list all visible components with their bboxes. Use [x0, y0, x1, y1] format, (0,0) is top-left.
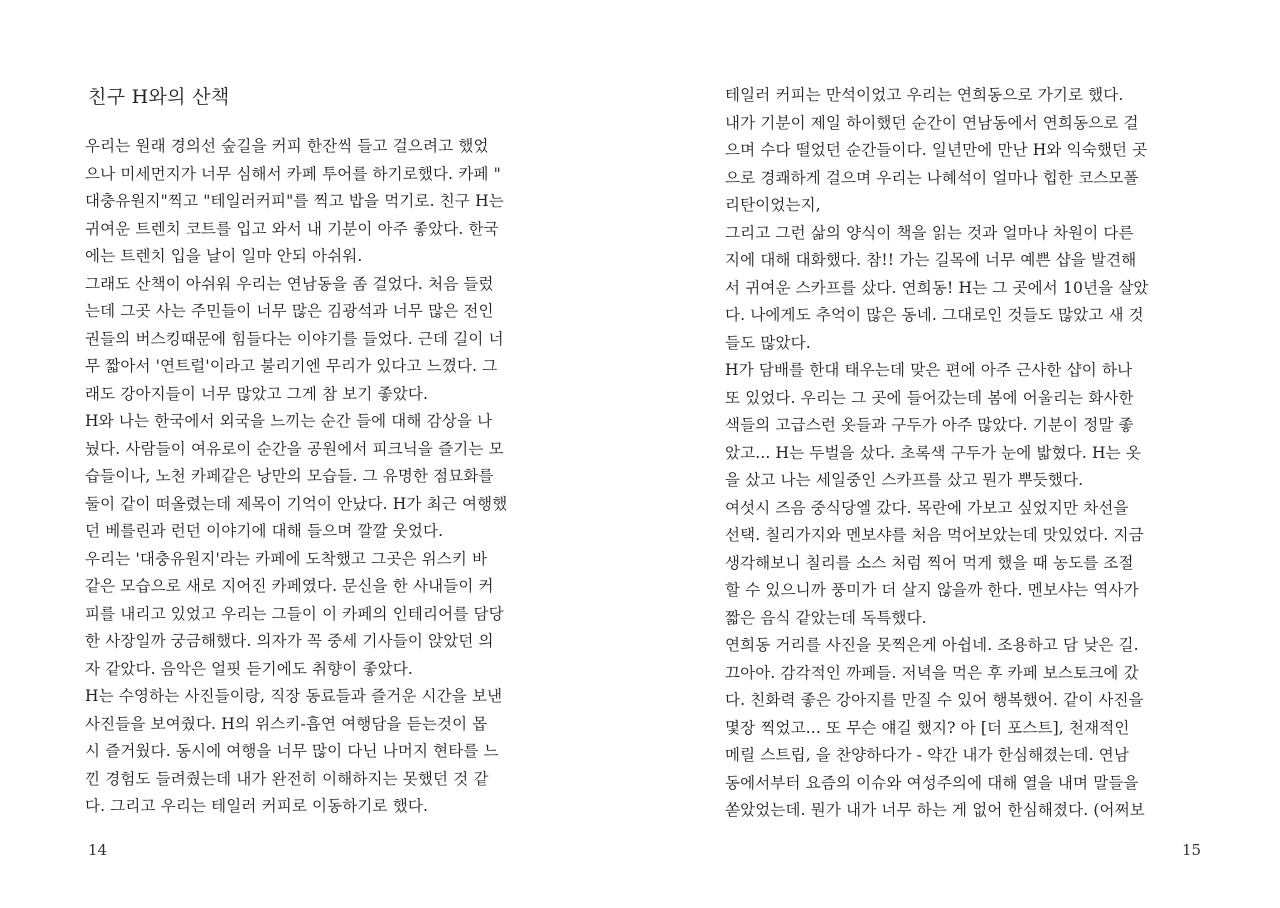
text-line: 래도 강아지들이 너무 많았고 그게 참 보기 좋았다. [85, 384, 429, 403]
text-line: H가 담배를 한대 태우는데 맞은 편에 아주 근사한 샵이 하나 [725, 361, 1133, 379]
text-line: 권들의 버스킹때문에 힘들다는 이야기를 들었다. 근데 길이 너 [85, 329, 504, 348]
text-line: 우리는 '대충유원지'라는 카페에 도착했고 그곳은 위스키 바 [85, 549, 488, 568]
text-line: 몇장 찍었고... 또 무슨 얘길 했지? 아 [더 포스트], 천재적인 [725, 718, 1130, 737]
text-line: 색들의 고급스런 옷들과 구두가 아주 많았다. 기분이 정말 좋 [725, 416, 1134, 434]
text-line: 피를 내리고 있었고 우리는 그들이 이 카페의 인테리어를 담당 [85, 604, 504, 623]
text-line: 또 있었다. 우리는 그 곳에 들어갔는데 봄에 어울리는 화사한 [725, 388, 1134, 407]
text-line: 여섯시 즈음 중식당엘 갔다. 목란에 가보고 싶었지만 차선을 [725, 498, 1129, 517]
text-line: 눴다. 사람들이 여유로이 순간을 공원에서 피크닉을 즐기는 모 [85, 439, 504, 458]
text-line: 메릴 스트립, 을 찬양하다가 - 약간 내가 한심해졌는데. 연남 [725, 746, 1129, 764]
text-line: 았고... H는 두벌을 샀다. 초록색 구두가 눈에 밟혔다. H는 옷 [725, 443, 1141, 462]
text-line: H는 수영하는 사진들이랑, 직장 동료들과 즐거운 시간을 보낸 [85, 687, 503, 705]
text-line: 무 짧아서 '연트럴'이라고 불리기엔 무리가 있다고 느꼈다. 그 [85, 357, 498, 375]
text-line: 그래도 산책이 아쉬워 우리는 연남동을 좀 걸었다. 처음 들렀 [85, 274, 494, 293]
text-line: 던 베를린과 런던 이야기에 대해 들으며 깔깔 웃었다. [85, 522, 444, 540]
text-line: 으나 미세먼지가 너무 심해서 카페 투어를 하기로했다. 카페 " [85, 164, 501, 183]
text-line: 대충유원지"찍고 "테일러커피"를 찍고 밥을 먹기로. 친구 H는 [85, 192, 504, 210]
text-line: 내가 기분이 제일 하이했던 순간이 연남동에서 연희동으로 걸 [725, 113, 1139, 132]
text-line: 귀여운 트렌치 코트를 입고 와서 내 기분이 아주 좋았다. 한국 [85, 219, 499, 238]
text-line: 으로 경쾌하게 걸으며 우리는 나혜석이 얼마나 힙한 코스모폴 [725, 168, 1139, 187]
right-body-text [725, 82, 1149, 825]
text-line: 을 샀고 나는 세일중인 스카프를 샀고 뭔가 뿌듯했다. [725, 471, 1084, 489]
text-line: 생각해보니 칠리를 소스 처럼 찍어 먹게 했을 때 농도를 조절 [725, 553, 1134, 572]
text-line: 한 사장일까 궁금해했다. 의자가 꼭 중세 기사들이 앉았던 의 [85, 632, 494, 650]
text-line: 둘이 같이 떠올렸는데 제목이 기억이 안났다. H가 최근 여행했 [85, 494, 508, 513]
left-body-text [85, 133, 507, 821]
text-line: 습들이나, 노천 카페같은 낭만의 모습들. 그 유명한 점묘화를 [85, 467, 494, 485]
text-line: 다. 나에게도 추억이 많은 동네. 그대로인 것들도 많았고 새 것 [725, 306, 1144, 324]
text-line: 짧은 음식 같았는데 독특했다. [725, 608, 927, 627]
text-line: 서 귀여운 스카프를 샀다. 연희동! H는 그 곳에서 10년을 살았 [725, 278, 1149, 297]
text-line: 지에 대해 대화했다. 참!! 가는 길목에 너무 예쁜 샵을 발견해 [725, 251, 1137, 269]
text-line: H와 나는 한국에서 외국을 느끼는 순간 들에 대해 감상을 나 [85, 412, 493, 430]
text-line: 할 수 있으니까 풍미가 더 살지 않을까 한다. 멘보샤는 역사가 [725, 581, 1139, 599]
text-line: 들도 많았다. [725, 333, 811, 352]
text-line: 같은 모습으로 새로 지어진 카페였다. 문신을 한 사내들이 커 [85, 577, 494, 595]
text-line: 에는 트렌치 입을 날이 일마 안되 아쉬워. [85, 247, 363, 265]
text-line: 동에서부터 요즘의 이슈와 여성주의에 대해 열을 내며 말들을 [725, 773, 1139, 792]
text-line: 는데 그곳 사는 주민들이 너무 많은 김광석과 너무 많은 전인 [85, 302, 494, 320]
text-line: 연희동 거리를 사진을 못찍은게 아쉽네. 조용하고 담 낮은 길. [725, 636, 1139, 654]
text-line: 선택. 칠리가지와 멘보샤를 처음 먹어보았는데 맛있었다. 지금 [725, 526, 1144, 544]
page-number: 14 [88, 841, 108, 859]
text-line: 쏟았었는데. 뭔가 내가 너무 하는 게 없어 한심해졌다. (어쩌보 [725, 801, 1145, 819]
text-line: 다. 그리고 우리는 테일러 커피로 이동하기로 했다. [85, 797, 429, 815]
page-title: 친구 H와의 산책 [88, 86, 230, 108]
text-line: 사진들을 보여줬다. H의 위스키-흡연 여행담을 듣는것이 몹 [85, 714, 488, 733]
text-line: 우리는 원래 경의선 숲길을 커피 한잔씩 들고 걸으려고 했었 [85, 137, 489, 155]
text-line: 끄아아. 감각적인 까페들. 저녁을 먹은 후 카페 보스토크에 갔 [725, 663, 1139, 682]
text-line: 으며 수다 떨었던 순간들이다. 일년만에 만난 H와 익숙했던 곳 [725, 141, 1148, 159]
text-line: 자 같았다. 음악은 얼핏 듣기에도 취향이 좋았다. [85, 659, 413, 678]
text-line: 다. 친화력 좋은 강아지를 만질 수 있어 행복했어. 같이 사진을 [725, 691, 1144, 709]
text-line: 리탄이었는지, [725, 196, 821, 214]
right-page [640, 0, 1280, 908]
text-line: 낀 경험도 들려줬는데 내가 완전히 이해하지는 못했던 것 같 [85, 769, 489, 788]
text-line: 그리고 그런 삶의 양식이 책을 읽는 것과 얼마나 차원이 다른 [725, 223, 1134, 242]
text-line: 시 즐거웠다. 동시에 여행을 너무 많이 다닌 나머지 현타를 느 [85, 742, 499, 760]
page-number: 15 [1182, 841, 1202, 859]
text-line: 테일러 커피는 만석이었고 우리는 연희동으로 가기로 했다. [725, 86, 1124, 104]
